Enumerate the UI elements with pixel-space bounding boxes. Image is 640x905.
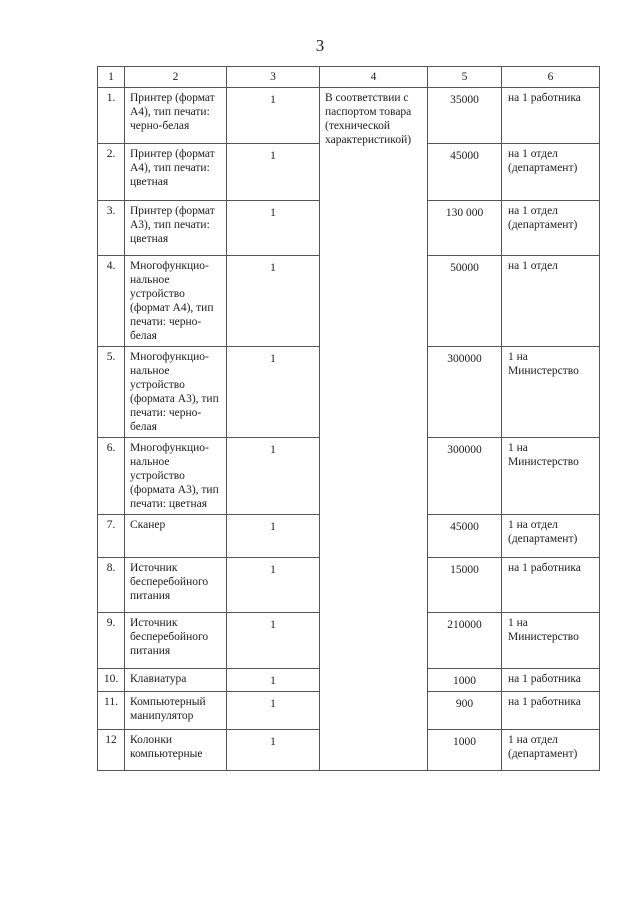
item-name: Многофункцио-нальное устройство (формат А4), тип печати: черно-белая: [125, 256, 227, 347]
item-price: 130 000: [428, 201, 502, 256]
row-number: 8.: [98, 558, 125, 613]
row-number: 9.: [98, 613, 125, 669]
item-quantity: 1: [227, 201, 320, 256]
item-norm: на 1 работника: [502, 558, 600, 613]
row-number: 10.: [98, 669, 125, 692]
item-quantity: 1: [227, 88, 320, 144]
item-price: 50000: [428, 256, 502, 347]
item-norm: на 1 отдел (департамент): [502, 144, 600, 201]
table-header-row: [98, 67, 600, 88]
item-name: Многофункцио-нальное устройство (формата А3), тип печати: цветная: [125, 438, 227, 515]
item-norm: 1 на Министерство: [502, 347, 600, 438]
item-norm: 1 на отдел (департамент): [502, 515, 600, 558]
item-price: 300000: [428, 347, 502, 438]
item-price: 45000: [428, 515, 502, 558]
table-row: [98, 88, 600, 144]
item-quantity: 1: [227, 347, 320, 438]
row-number: 3.: [98, 201, 125, 256]
item-quantity: 1: [227, 144, 320, 201]
header-cell-4: 4: [320, 67, 428, 88]
row-number: 2.: [98, 144, 125, 201]
item-quantity: 1: [227, 515, 320, 558]
specification-note: В соответствии с паспортом товара (технической характеристикой): [320, 88, 428, 771]
item-price: 1000: [428, 669, 502, 692]
item-norm: на 1 работника: [502, 669, 600, 692]
item-name: Источник бесперебойного питания: [125, 558, 227, 613]
item-norm: 1 на Министерство: [502, 438, 600, 515]
row-number: 4.: [98, 256, 125, 347]
row-number: 11.: [98, 692, 125, 730]
row-number: 12: [98, 730, 125, 771]
item-name: Колонки компьютерные: [125, 730, 227, 771]
item-norm: на 1 отдел (департамент): [502, 201, 600, 256]
item-quantity: 1: [227, 613, 320, 669]
item-price: 1000: [428, 730, 502, 771]
item-name: Принтер (формат А4), тип печати: цветная: [125, 144, 227, 201]
item-price: 300000: [428, 438, 502, 515]
item-norm: 1 на отдел (департамент): [502, 730, 600, 771]
header-cell-5: 5: [428, 67, 502, 88]
item-price: 900: [428, 692, 502, 730]
item-name: Принтер (формат А3), тип печати: цветная: [125, 201, 227, 256]
item-norm: 1 на Министерство: [502, 613, 600, 669]
item-quantity: 1: [227, 438, 320, 515]
item-price: 210000: [428, 613, 502, 669]
row-number: 5.: [98, 347, 125, 438]
item-price: 15000: [428, 558, 502, 613]
item-price: 35000: [428, 88, 502, 144]
item-name: Многофункцио-нальное устройство (формата А3), тип печати: черно-белая: [125, 347, 227, 438]
header-cell-1: 1: [98, 67, 125, 88]
page-number: 3: [315, 36, 325, 55]
row-number: 1.: [98, 88, 125, 144]
item-norm: на 1 работника: [502, 88, 600, 144]
header-cell-2: 2: [125, 67, 227, 88]
item-quantity: 1: [227, 558, 320, 613]
item-norm: на 1 отдел: [502, 256, 600, 347]
item-name: Компьютерный манипулятор: [125, 692, 227, 730]
item-quantity: 1: [227, 669, 320, 692]
item-norm: на 1 работника: [502, 692, 600, 730]
item-price: 45000: [428, 144, 502, 201]
item-name: Принтер (формат А4), тип печати: черно-белая: [125, 88, 227, 144]
item-name: Источник бесперебойного питания: [125, 613, 227, 669]
item-name: Сканер: [125, 515, 227, 558]
item-name: Клавиатура: [125, 669, 227, 692]
item-quantity: 1: [227, 730, 320, 771]
row-number: 7.: [98, 515, 125, 558]
row-number: 6.: [98, 438, 125, 515]
equipment-norms-table: [97, 66, 600, 771]
item-quantity: 1: [227, 256, 320, 347]
header-cell-6: 6: [502, 67, 600, 88]
header-cell-3: 3: [227, 67, 320, 88]
item-quantity: 1: [227, 692, 320, 730]
